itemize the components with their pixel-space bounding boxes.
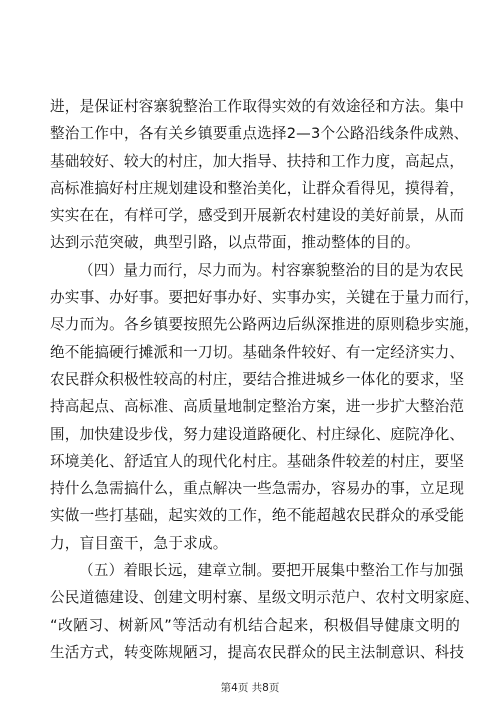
text-line: 实做一些打基础，起实效的工作，绝不能超越农民群众的承受能 <box>50 507 465 525</box>
text-line: 实实在在，有样可学，感受到开展新农村建设的美好前景，从而 <box>50 207 465 225</box>
text-line: 持什么急需搞什么，重点解决一些急需办，容易办的事，立足现 <box>50 480 465 498</box>
text-line: 公民道德建设、创建文明村寨、星级文明示范户、农村文明家庭、 <box>50 589 480 607</box>
text-line: 基础较好、较大的村庄，加大指导、扶持和工作力度，高起点， <box>50 152 465 170</box>
text-line: 围，加快建设步伐，努力建设道路硬化、村庄绿化、庭院净化、 <box>50 425 465 443</box>
text-line: 办实事、办好事。要把好事办好、实事办实，关键在于量力而行， <box>50 289 480 307</box>
text-line: 环境美化、舒适宜人的现代化村庄。基础条件较差的村庄，要坚 <box>50 452 465 470</box>
body-text <box>50 93 480 666</box>
text-line: 进，是保证村容寨貌整治工作取得实效的有效途径和方法。集中 <box>50 98 465 115</box>
text-line: 绝不能搞硬行摊派和一刀切。基础条件较好、有一定经济实力、 <box>50 343 465 361</box>
page-number-footer: 第4页 共8页 <box>220 682 280 694</box>
text-line: 尽力而为。各乡镇要按照先公路两边后纵深推进的原则稳步实施， <box>50 316 480 334</box>
text-line: 生活方式，转变陈规陋习，提高农民群众的民主法制意识、科技 <box>50 643 465 661</box>
text-line: 持高起点、高标准、高质量地制定整治方案，进一步扩大整治范 <box>50 398 465 416</box>
text-line: 高标准搞好村庄规划建设和整治美化，让群众看得见，摸得着， <box>50 179 465 197</box>
text-line: 整治工作中，各有关乡镇要重点选择2—3个公路沿线条件成熟、 <box>50 125 469 143</box>
text-line: “改陋习、树新风”等活动有机结合起来，积极倡导健康文明的 <box>50 616 460 634</box>
text-line: 达到示范突破，典型引路，以点带面，推动整体的目的。 <box>50 234 420 252</box>
text-line: 农民群众积极性较高的村庄，要结合推进城乡一体化的要求，坚 <box>50 370 465 388</box>
paragraph-heading-4: （四）量力而行，尽力而为。村容寨貌整治的目的是为农民 <box>79 261 464 279</box>
paragraph-heading-5: （五）着眼长远，建章立制。要把开展集中整治工作与加强 <box>79 562 464 580</box>
text-line: 力，盲目蛮干，急于求成。 <box>50 534 228 552</box>
